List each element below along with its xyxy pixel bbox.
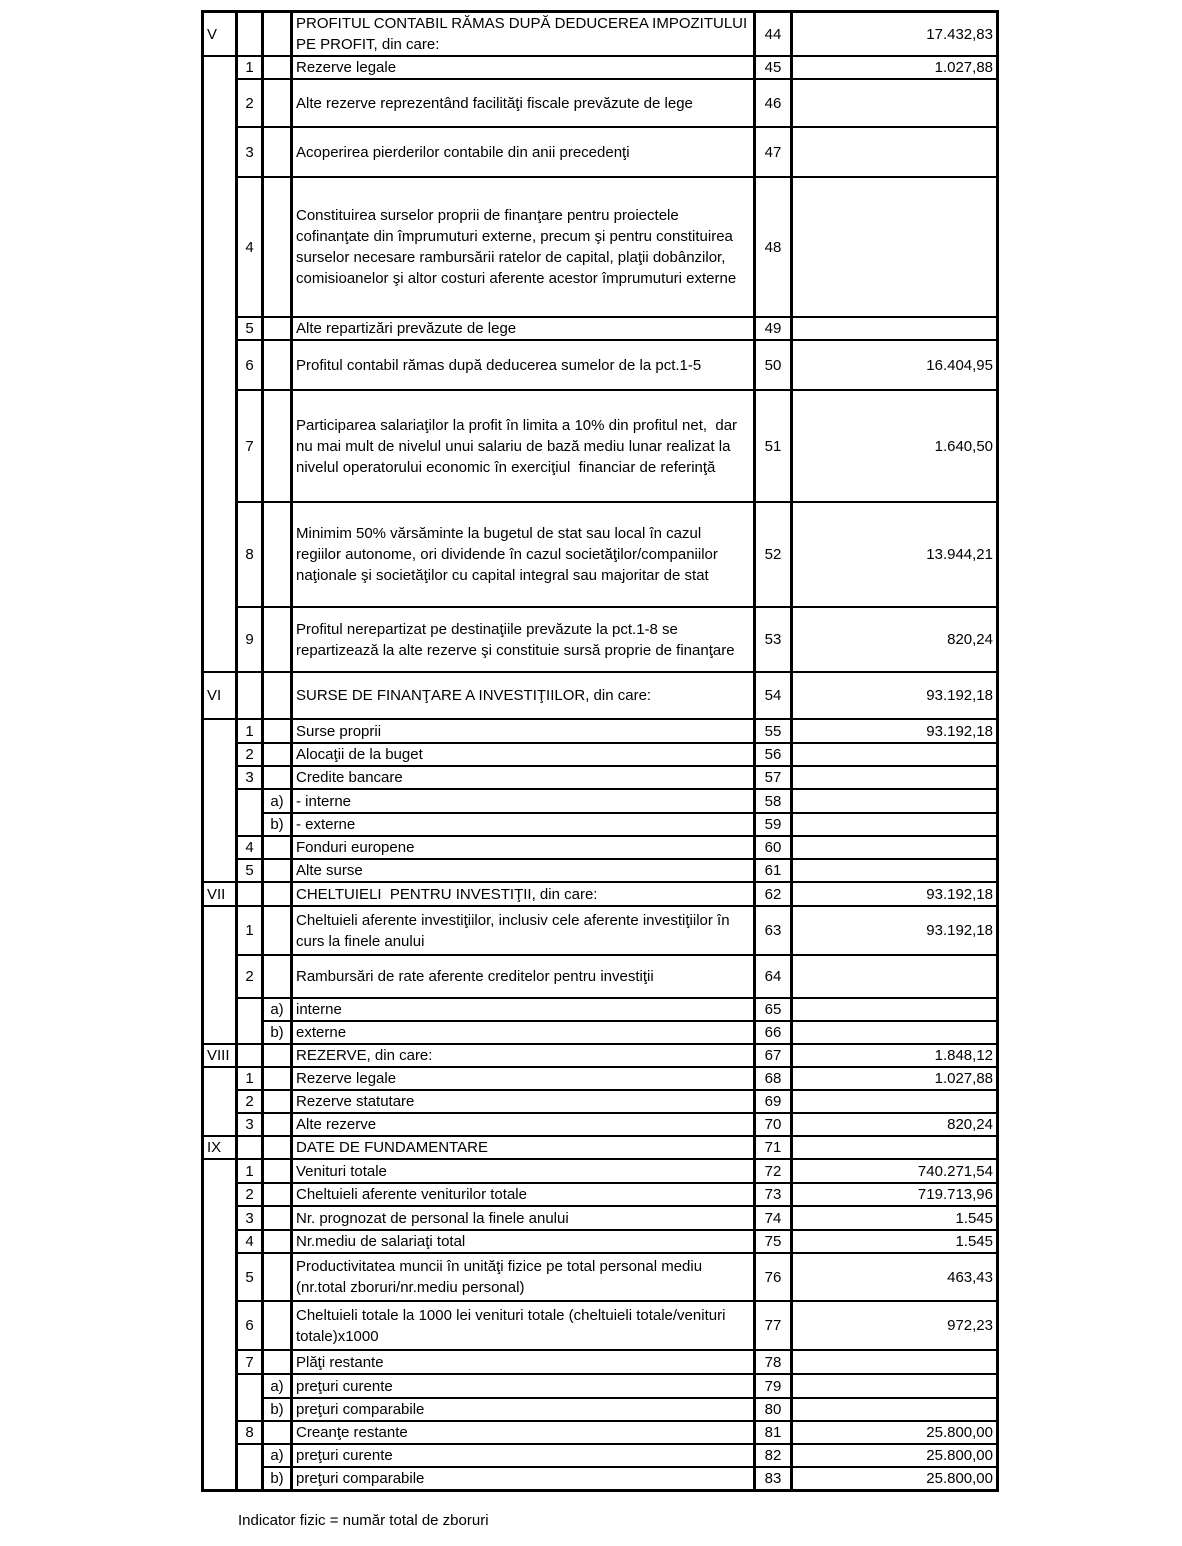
description-cell: Alocaţii de la buget xyxy=(292,743,755,766)
subitem-letter-cell xyxy=(263,1090,292,1113)
item-number-cell: 5 xyxy=(237,859,263,882)
value-cell: 13.944,21 xyxy=(792,502,998,607)
row-number-cell: 64 xyxy=(755,955,792,998)
item-number-cell: 5 xyxy=(237,1253,263,1301)
description-cell: DATE DE FUNDAMENTARE xyxy=(292,1136,755,1159)
description-cell: interne xyxy=(292,998,755,1021)
row-number-cell: 72 xyxy=(755,1159,792,1183)
value-cell: 25.800,00 xyxy=(792,1444,998,1467)
value-cell: 820,24 xyxy=(792,1113,998,1136)
table-row xyxy=(203,12,998,57)
item-number-cell: 1 xyxy=(237,1067,263,1090)
value-cell: 93.192,18 xyxy=(792,882,998,906)
subitem-letter-cell xyxy=(263,1136,292,1159)
subitem-letter-cell: a) xyxy=(263,998,292,1021)
row-number-cell: 77 xyxy=(755,1301,792,1350)
table-row xyxy=(203,672,998,719)
row-number-cell: 82 xyxy=(755,1444,792,1467)
row-number-cell: 66 xyxy=(755,1021,792,1044)
description-cell: Creanţe restante xyxy=(292,1421,755,1444)
physical-indicator-note: Indicator fizic = număr total de zboruri xyxy=(238,1512,489,1529)
subitem-letter-cell xyxy=(263,1421,292,1444)
subitem-letter-cell xyxy=(263,859,292,882)
description-cell: Acoperirea pierderilor contabile din anii precedenţi xyxy=(292,127,755,177)
section-numeral-cell xyxy=(203,719,237,882)
row-number-cell: 74 xyxy=(755,1206,792,1230)
row-number-cell: 75 xyxy=(755,1230,792,1253)
subitem-letter-cell: b) xyxy=(263,1467,292,1491)
item-number-cell: 2 xyxy=(237,1183,263,1206)
subitem-letter-cell: a) xyxy=(263,1374,292,1398)
value-cell xyxy=(792,1136,998,1159)
row-number-cell: 61 xyxy=(755,859,792,882)
section-numeral-cell: VIII xyxy=(203,1044,237,1067)
description-cell: Fonduri europene xyxy=(292,836,755,859)
item-number-cell xyxy=(237,1044,263,1067)
row-number-cell: 51 xyxy=(755,390,792,502)
table-row xyxy=(203,1253,998,1301)
table-row xyxy=(203,1206,998,1230)
table-row xyxy=(203,502,998,607)
value-cell xyxy=(792,1090,998,1113)
table-row xyxy=(203,1444,998,1467)
row-number-cell: 52 xyxy=(755,502,792,607)
item-number-cell: 7 xyxy=(237,1350,263,1374)
value-cell xyxy=(792,1021,998,1044)
description-cell: Alte rezerve reprezentând facilităţi fiscale prevăzute de lege xyxy=(292,79,755,127)
subitem-letter-cell xyxy=(263,56,292,79)
value-cell xyxy=(792,177,998,317)
item-number-cell: 6 xyxy=(237,1301,263,1350)
item-number-cell xyxy=(237,1444,263,1491)
value-cell: 972,23 xyxy=(792,1301,998,1350)
table-row xyxy=(203,1398,998,1421)
item-number-cell: 1 xyxy=(237,1159,263,1183)
value-cell xyxy=(792,836,998,859)
item-number-cell: 3 xyxy=(237,1206,263,1230)
description-cell: Alte surse xyxy=(292,859,755,882)
row-number-cell: 67 xyxy=(755,1044,792,1067)
value-cell xyxy=(792,1374,998,1398)
description-cell: Productivitatea muncii în unităţi fizice pe total personal mediu (nr.total zboruri/nr.mediu personal) xyxy=(292,1253,755,1301)
description-cell: preţuri comparabile xyxy=(292,1398,755,1421)
subitem-letter-cell: a) xyxy=(263,789,292,813)
subitem-letter-cell xyxy=(263,882,292,906)
description-cell: REZERVE, din care: xyxy=(292,1044,755,1067)
table-row xyxy=(203,1421,998,1444)
item-number-cell: 1 xyxy=(237,906,263,955)
value-cell xyxy=(792,766,998,789)
description-cell: Alte rezerve xyxy=(292,1113,755,1136)
value-cell: 1.640,50 xyxy=(792,390,998,502)
value-cell: 1.545 xyxy=(792,1230,998,1253)
item-number-cell: 4 xyxy=(237,177,263,317)
row-number-cell: 65 xyxy=(755,998,792,1021)
subitem-letter-cell xyxy=(263,390,292,502)
item-number-cell xyxy=(237,12,263,57)
row-number-cell: 57 xyxy=(755,766,792,789)
table-row xyxy=(203,1230,998,1253)
value-cell xyxy=(792,955,998,998)
value-cell: 1.027,88 xyxy=(792,1067,998,1090)
description-cell: Participarea salariaţilor la profit în limita a 10% din profitul net, dar nu mai mult de nivelul unui salariu de bază mediu lunar realizat la nivelul operatorului economic în exerciţiul financiar de referinţă xyxy=(292,390,755,502)
table-row xyxy=(203,998,998,1021)
subitem-letter-cell xyxy=(263,836,292,859)
section-numeral-cell xyxy=(203,56,237,672)
subitem-letter-cell xyxy=(263,672,292,719)
subitem-letter-cell xyxy=(263,177,292,317)
row-number-cell: 58 xyxy=(755,789,792,813)
description-cell: - interne xyxy=(292,789,755,813)
value-cell: 93.192,18 xyxy=(792,719,998,743)
table-row xyxy=(203,766,998,789)
description-cell: Cheltuieli totale la 1000 lei venituri totale (cheltuieli totale/venituri totale)x1000 xyxy=(292,1301,755,1350)
value-cell xyxy=(792,998,998,1021)
row-number-cell: 83 xyxy=(755,1467,792,1491)
value-cell xyxy=(792,813,998,836)
item-number-cell: 3 xyxy=(237,766,263,789)
table-row xyxy=(203,1183,998,1206)
table-row xyxy=(203,56,998,79)
row-number-cell: 68 xyxy=(755,1067,792,1090)
description-cell: CHELTUIELI PENTRU INVESTIŢII, din care: xyxy=(292,882,755,906)
table-row xyxy=(203,719,998,743)
value-cell: 463,43 xyxy=(792,1253,998,1301)
subitem-letter-cell xyxy=(263,502,292,607)
value-cell: 1.848,12 xyxy=(792,1044,998,1067)
subitem-letter-cell xyxy=(263,1067,292,1090)
value-cell: 1.545 xyxy=(792,1206,998,1230)
row-number-cell: 44 xyxy=(755,12,792,57)
description-cell: Alte repartizări prevăzute de lege xyxy=(292,317,755,340)
item-number-cell: 2 xyxy=(237,1090,263,1113)
value-cell: 820,24 xyxy=(792,607,998,672)
subitem-letter-cell xyxy=(263,127,292,177)
value-cell xyxy=(792,859,998,882)
table-row xyxy=(203,1350,998,1374)
item-number-cell: 9 xyxy=(237,607,263,672)
subitem-letter-cell xyxy=(263,317,292,340)
description-cell: Cheltuieli aferente investiţiilor, inclusiv cele aferente investiţiilor în curs la finele anului xyxy=(292,906,755,955)
table-row xyxy=(203,1090,998,1113)
table-row xyxy=(203,1301,998,1350)
description-cell: preţuri comparabile xyxy=(292,1467,755,1491)
value-cell xyxy=(792,1398,998,1421)
table-row xyxy=(203,813,998,836)
row-number-cell: 50 xyxy=(755,340,792,390)
table-row xyxy=(203,789,998,813)
row-number-cell: 62 xyxy=(755,882,792,906)
value-cell: 93.192,18 xyxy=(792,672,998,719)
value-cell xyxy=(792,789,998,813)
table-row xyxy=(203,340,998,390)
table-row xyxy=(203,1113,998,1136)
subitem-letter-cell xyxy=(263,607,292,672)
row-number-cell: 60 xyxy=(755,836,792,859)
subitem-letter-cell xyxy=(263,1350,292,1374)
item-number-cell xyxy=(237,672,263,719)
item-number-cell: 2 xyxy=(237,79,263,127)
value-cell: 17.432,83 xyxy=(792,12,998,57)
subitem-letter-cell xyxy=(263,1301,292,1350)
row-number-cell: 59 xyxy=(755,813,792,836)
subitem-letter-cell xyxy=(263,766,292,789)
subitem-letter-cell xyxy=(263,955,292,998)
table-row xyxy=(203,1044,998,1067)
description-cell: Rezerve legale xyxy=(292,56,755,79)
value-cell: 25.800,00 xyxy=(792,1467,998,1491)
row-number-cell: 55 xyxy=(755,719,792,743)
description-cell: Cheltuieli aferente veniturilor totale xyxy=(292,1183,755,1206)
row-number-cell: 47 xyxy=(755,127,792,177)
subitem-letter-cell xyxy=(263,1159,292,1183)
description-cell: Minimim 50% vărsăminte la bugetul de stat sau local în cazul regiilor autonome, ori dividende în cazul societăţilor/companiilor naţionale şi societăţilor cu capital integral sau majoritar de stat xyxy=(292,502,755,607)
table-row xyxy=(203,79,998,127)
item-number-cell xyxy=(237,882,263,906)
description-cell: externe xyxy=(292,1021,755,1044)
description-cell: preţuri curente xyxy=(292,1444,755,1467)
item-number-cell: 5 xyxy=(237,317,263,340)
description-cell: PROFITUL CONTABIL RĂMAS DUPĂ DEDUCEREA IMPOZITULUI PE PROFIT, din care: xyxy=(292,12,755,57)
description-cell: Constituirea surselor proprii de finanţare pentru proiectele cofinanţate din împrumuturi externe, precum şi pentru constituirea surselor necesare rambursării ratelor de capital, plaţii dobânzilor, comisioanelor şi altor costuri aferente acestor împrumuturi externe xyxy=(292,177,755,317)
table-row xyxy=(203,1159,998,1183)
subitem-letter-cell xyxy=(263,1113,292,1136)
description-cell: Venituri totale xyxy=(292,1159,755,1183)
value-cell: 93.192,18 xyxy=(792,906,998,955)
row-number-cell: 73 xyxy=(755,1183,792,1206)
row-number-cell: 80 xyxy=(755,1398,792,1421)
subitem-letter-cell xyxy=(263,906,292,955)
description-cell: preţuri curente xyxy=(292,1374,755,1398)
row-number-cell: 69 xyxy=(755,1090,792,1113)
item-number-cell xyxy=(237,998,263,1044)
item-number-cell: 4 xyxy=(237,1230,263,1253)
description-cell: Profitul contabil rămas după deducerea sumelor de la pct.1-5 xyxy=(292,340,755,390)
subitem-letter-cell xyxy=(263,1206,292,1230)
section-numeral-cell: VII xyxy=(203,882,237,906)
row-number-cell: 81 xyxy=(755,1421,792,1444)
item-number-cell: 7 xyxy=(237,390,263,502)
description-cell: Rambursări de rate aferente creditelor pentru investiţii xyxy=(292,955,755,998)
row-number-cell: 45 xyxy=(755,56,792,79)
subitem-letter-cell xyxy=(263,719,292,743)
subitem-letter-cell xyxy=(263,1253,292,1301)
description-cell: Surse proprii xyxy=(292,719,755,743)
row-number-cell: 53 xyxy=(755,607,792,672)
value-cell xyxy=(792,127,998,177)
value-cell xyxy=(792,1350,998,1374)
subitem-letter-cell: a) xyxy=(263,1444,292,1467)
table-row xyxy=(203,390,998,502)
row-number-cell: 70 xyxy=(755,1113,792,1136)
subitem-letter-cell xyxy=(263,1183,292,1206)
subitem-letter-cell: b) xyxy=(263,813,292,836)
item-number-cell: 1 xyxy=(237,719,263,743)
description-cell: Credite bancare xyxy=(292,766,755,789)
item-number-cell: 3 xyxy=(237,1113,263,1136)
subitem-letter-cell xyxy=(263,340,292,390)
section-numeral-cell: VI xyxy=(203,672,237,719)
item-number-cell xyxy=(237,1374,263,1421)
budget-table-body xyxy=(203,12,998,1491)
table-row xyxy=(203,1136,998,1159)
item-number-cell: 8 xyxy=(237,1421,263,1444)
item-number-cell: 4 xyxy=(237,836,263,859)
table-row xyxy=(203,607,998,672)
item-number-cell: 2 xyxy=(237,955,263,998)
subitem-letter-cell xyxy=(263,1230,292,1253)
item-number-cell: 8 xyxy=(237,502,263,607)
section-numeral-cell: V xyxy=(203,12,237,57)
description-cell: SURSE DE FINANŢARE A INVESTIŢIILOR, din care: xyxy=(292,672,755,719)
item-number-cell xyxy=(237,1136,263,1159)
table-row xyxy=(203,836,998,859)
subitem-letter-cell xyxy=(263,743,292,766)
subitem-letter-cell: b) xyxy=(263,1398,292,1421)
value-cell xyxy=(792,79,998,127)
table-row xyxy=(203,177,998,317)
subitem-letter-cell: b) xyxy=(263,1021,292,1044)
table-row xyxy=(203,127,998,177)
row-number-cell: 56 xyxy=(755,743,792,766)
row-number-cell: 76 xyxy=(755,1253,792,1301)
row-number-cell: 79 xyxy=(755,1374,792,1398)
value-cell: 719.713,96 xyxy=(792,1183,998,1206)
table-row xyxy=(203,882,998,906)
description-cell: - externe xyxy=(292,813,755,836)
value-cell: 1.027,88 xyxy=(792,56,998,79)
table-row xyxy=(203,1374,998,1398)
value-cell: 25.800,00 xyxy=(792,1421,998,1444)
value-cell: 740.271,54 xyxy=(792,1159,998,1183)
row-number-cell: 71 xyxy=(755,1136,792,1159)
row-number-cell: 63 xyxy=(755,906,792,955)
budget-table xyxy=(201,10,999,1492)
item-number-cell: 1 xyxy=(237,56,263,79)
item-number-cell xyxy=(237,789,263,836)
description-cell: Rezerve statutare xyxy=(292,1090,755,1113)
row-number-cell: 48 xyxy=(755,177,792,317)
table-row xyxy=(203,317,998,340)
description-cell: Nr.mediu de salariaţi total xyxy=(292,1230,755,1253)
description-cell: Rezerve legale xyxy=(292,1067,755,1090)
item-number-cell: 2 xyxy=(237,743,263,766)
row-number-cell: 49 xyxy=(755,317,792,340)
value-cell xyxy=(792,743,998,766)
table-row xyxy=(203,1067,998,1090)
row-number-cell: 78 xyxy=(755,1350,792,1374)
subitem-letter-cell xyxy=(263,1044,292,1067)
table-row xyxy=(203,1467,998,1491)
section-numeral-cell xyxy=(203,1159,237,1491)
subitem-letter-cell xyxy=(263,12,292,57)
table-row xyxy=(203,955,998,998)
section-numeral-cell xyxy=(203,906,237,1044)
table-row xyxy=(203,859,998,882)
value-cell: 16.404,95 xyxy=(792,340,998,390)
table-row xyxy=(203,743,998,766)
row-number-cell: 54 xyxy=(755,672,792,719)
description-cell: Profitul nerepartizat pe destinaţiile prevăzute la pct.1-8 se repartizează la alte rezerve şi constituie sursă proprie de finanţare xyxy=(292,607,755,672)
subitem-letter-cell xyxy=(263,79,292,127)
section-numeral-cell: IX xyxy=(203,1136,237,1159)
item-number-cell: 3 xyxy=(237,127,263,177)
description-cell: Plăţi restante xyxy=(292,1350,755,1374)
table-row xyxy=(203,1021,998,1044)
row-number-cell: 46 xyxy=(755,79,792,127)
section-numeral-cell xyxy=(203,1067,237,1136)
item-number-cell: 6 xyxy=(237,340,263,390)
value-cell xyxy=(792,317,998,340)
description-cell: Nr. prognozat de personal la finele anului xyxy=(292,1206,755,1230)
table-row xyxy=(203,906,998,955)
